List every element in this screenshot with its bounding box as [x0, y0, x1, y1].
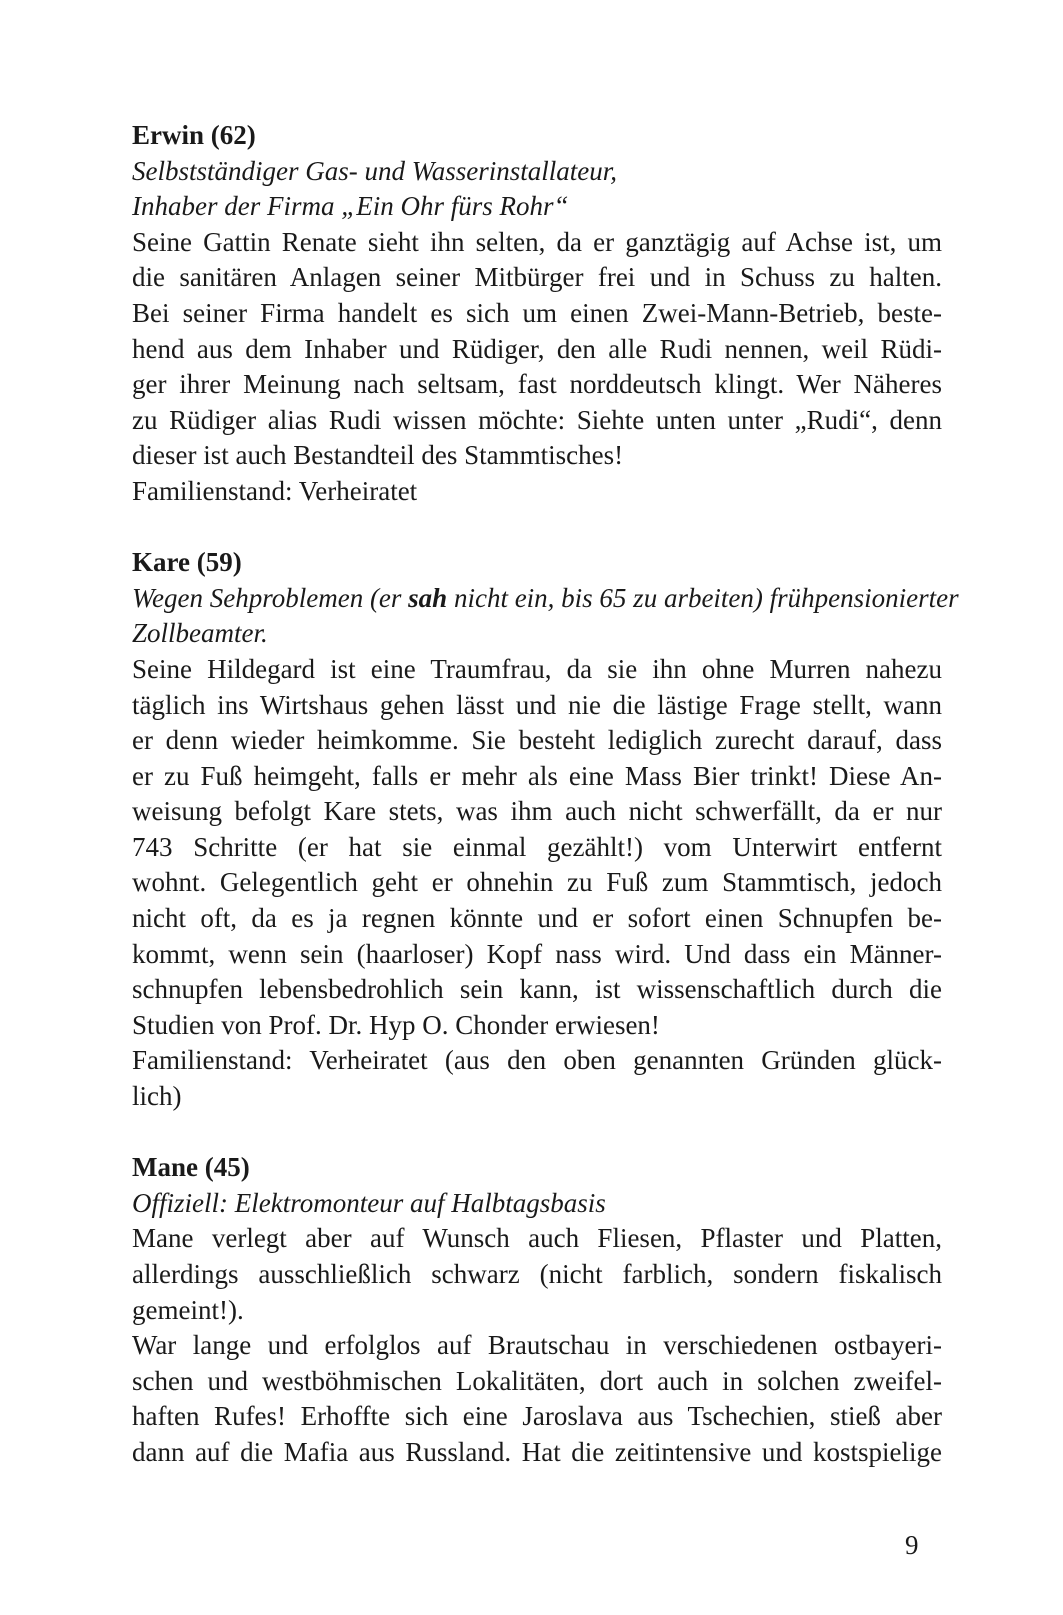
marital-status: lich) [132, 1081, 182, 1112]
body-line: täglich ins Wirtshaus gehen lässt und nie die lästige Frage stellt, wann [132, 689, 942, 720]
page-number: 9 [905, 1530, 919, 1560]
body-line: schnupfen lebensbedrohlich sein kann, ist wissenschaftlich durch die [132, 974, 942, 1005]
body-line: 743 Schritte (er hat sie einmal gezählt!) vom Unterwirt entfernt [132, 831, 942, 862]
body-line: Studien von Prof. Dr. Hyp O. Chonder erwiesen! [132, 1009, 660, 1040]
text-column [132, 118, 959, 1471]
body-line: Mane verlegt aber auf Wunsch auch Fliesen, Pflaster und Platten, [132, 1223, 942, 1254]
body-line: ger ihrer Meinung nach seltsam, fast norddeutsch klingt. Wer Näheres [132, 369, 942, 400]
body-line: gemeint!). [132, 1294, 244, 1325]
entry-subtitle: Zollbeamter. [132, 618, 268, 649]
entry-subtitle: Inhaber der Firma „Ein Ohr fürs Rohr“ [132, 191, 569, 222]
body-line: wohnt. Gelegentlich geht er ohnehin zu Fuß zum Stammtisch, jedoch [132, 867, 942, 898]
entry-kare [132, 545, 959, 1115]
body-line: dieser ist auch Bestandteil des Stammtisches! [132, 440, 624, 471]
subtitle-part: nicht ein, bis 65 zu arbeiten) frühpensionierter [447, 582, 959, 613]
body-line: War lange und erfolglos auf Brautschau in verschiedenen ostbayeri- [132, 1330, 942, 1361]
entry-erwin [132, 118, 942, 510]
body-line: schen und westböhmischen Lokalitäten, dort auch in solchen zweifel- [132, 1365, 942, 1396]
body-line: zu Rüdiger alias Rudi wissen möchte: Siehte unten unter „Rudi“, denn [132, 404, 942, 435]
subtitle-emphasis: sah [408, 582, 448, 613]
body-line: die sanitären Anlagen seiner Mitbürger frei und in Schuss zu halten. [132, 262, 942, 293]
body-line: allerdings ausschließlich schwarz (nicht farblich, sondern fiskalisch [132, 1259, 942, 1289]
entry-mane [132, 1150, 942, 1470]
body-line: haften Rufes! Erhoffte sich eine Jaroslava aus Tschechien, stieß aber [132, 1401, 942, 1432]
marital-status: Familienstand: Verheiratet (aus den oben genannten Gründen glück- [132, 1045, 942, 1076]
body-line: kommt, wenn sein (haarloser) Kopf nass wird. Und dass ein Männer- [132, 938, 942, 969]
subtitle-part: Wegen Sehproblemen (er [132, 582, 409, 613]
body-line: hend aus dem Inhaber und Rüdiger, den alle Rudi nennen, weil Rüdi- [132, 333, 942, 364]
body-line: Bei seiner Firma handelt es sich um einen Zwei-Mann-Betrieb, beste- [132, 297, 942, 328]
body-line: er zu Fuß heimgeht, falls er mehr als eine Mass Bier trinkt! Diese An- [132, 760, 942, 791]
marital-status: Familienstand: Verheiratet [132, 475, 418, 506]
entry-subtitle [132, 581, 959, 617]
body-line: dann auf die Mafia aus Russland. Hat die zeitintensive und kostspielige [132, 1436, 942, 1467]
entry-subtitle: Offiziell: Elektromonteur auf Halbtagsbasis [132, 1187, 606, 1218]
entry-heading: Erwin (62) [132, 120, 256, 150]
body-line: nicht oft, da es ja regnen könnte und er sofort einen Schnupfen be- [132, 903, 942, 934]
body-line: er denn wieder heimkomme. Sie besteht lediglich zurecht darauf, dass [132, 725, 942, 756]
entry-heading: Kare (59) [132, 547, 242, 578]
body-line: Seine Gattin Renate sieht ihn selten, da er ganztägig auf Achse ist, um [132, 226, 942, 257]
body-line: weisung befolgt Kare stets, was ihm auch nicht schwerfällt, da er nur [132, 796, 942, 827]
body-line: Seine Hildegard ist eine Traumfrau, da sie ihn ohne Murren nahezu [132, 653, 942, 684]
entry-subtitle: Selbstständiger Gas- und Wasserinstallateur, [132, 155, 618, 186]
entry-heading: Mane (45) [132, 1152, 250, 1183]
